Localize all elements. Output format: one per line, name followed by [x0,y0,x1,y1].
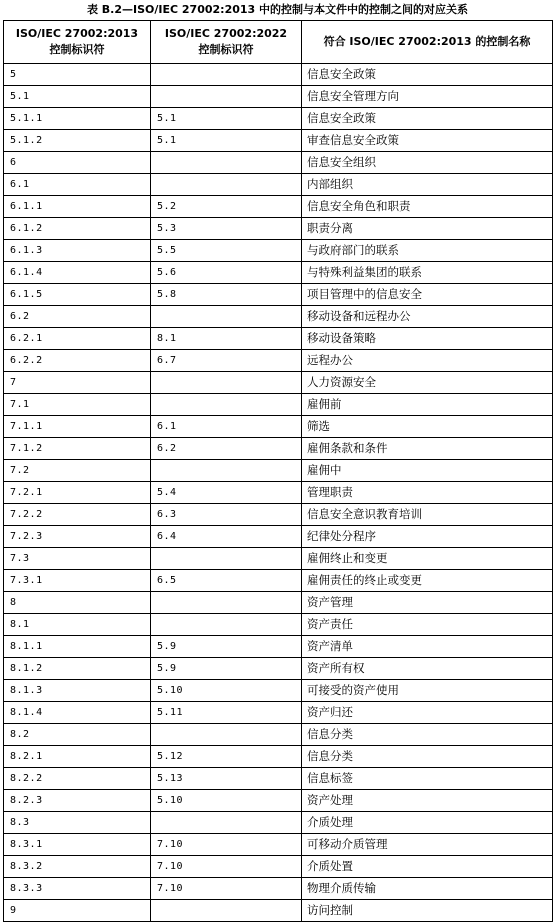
cell-iso2022-id [151,372,302,394]
cell-control-name: 资产管理 [302,592,553,614]
cell-iso2013-id: 8.2.3 [4,790,151,812]
table-row [4,570,553,592]
cell-iso2022-id: 6.7 [151,350,302,372]
cell-control-name: 信息安全政策 [302,64,553,86]
table-row [4,130,553,152]
cell-iso2022-id [151,812,302,834]
cell-iso2013-id: 5 [4,64,151,86]
table-row [4,350,553,372]
cell-iso2013-id: 8.1.2 [4,658,151,680]
cell-iso2022-id: 5.1 [151,108,302,130]
table-row [4,900,553,922]
cell-iso2013-id: 8 [4,592,151,614]
table-row [4,834,553,856]
table-row [4,306,553,328]
table-row [4,790,553,812]
cell-iso2013-id: 6.2.2 [4,350,151,372]
cell-control-name: 审查信息安全政策 [302,130,553,152]
cell-control-name: 物理介质传输 [302,878,553,900]
table-row [4,548,553,570]
table-row [4,438,553,460]
cell-control-name: 信息安全政策 [302,108,553,130]
cell-iso2013-id: 6.1.3 [4,240,151,262]
cell-iso2022-id [151,86,302,108]
cell-iso2022-id [151,724,302,746]
table-row [4,878,553,900]
cell-iso2013-id: 5.1.1 [4,108,151,130]
table-row [4,592,553,614]
cell-iso2022-id: 6.1 [151,416,302,438]
table-row [4,64,553,86]
cell-iso2022-id: 5.5 [151,240,302,262]
table-row [4,174,553,196]
cell-control-name: 资产归还 [302,702,553,724]
cell-iso2013-id: 8.2.2 [4,768,151,790]
table-row [4,394,553,416]
cell-iso2022-id: 7.10 [151,878,302,900]
header-iso2013-id [4,21,151,64]
table-row [4,108,553,130]
cell-iso2013-id: 7.2.3 [4,526,151,548]
table-header-row [4,21,553,64]
cell-control-name: 雇佣终止和变更 [302,548,553,570]
cell-iso2013-id: 6.1 [4,174,151,196]
cell-control-name: 介质处置 [302,856,553,878]
cell-control-name: 雇佣前 [302,394,553,416]
cell-iso2022-id: 7.10 [151,834,302,856]
table-row [4,196,553,218]
header-line: ISO/IEC 27002:2022 [164,27,288,40]
cell-control-name: 远程办公 [302,350,553,372]
table-row [4,812,553,834]
cell-control-name: 信息标签 [302,768,553,790]
cell-iso2022-id: 5.11 [151,702,302,724]
cell-control-name: 与特殊利益集团的联系 [302,262,553,284]
cell-control-name: 纪律处分程序 [302,526,553,548]
cell-iso2013-id: 7.2.2 [4,504,151,526]
cell-iso2022-id: 5.12 [151,746,302,768]
cell-iso2022-id: 5.13 [151,768,302,790]
table-row [4,328,553,350]
cell-iso2022-id: 5.4 [151,482,302,504]
cell-iso2013-id: 7.3.1 [4,570,151,592]
cell-iso2022-id: 5.9 [151,658,302,680]
cell-iso2013-id: 5.1.2 [4,130,151,152]
table-row [4,460,553,482]
table-caption: 表 B.2—ISO/IEC 27002:2013 中的控制与本文件中的控制之间的对应关系 [86,3,469,16]
cell-control-name: 雇佣责任的终止或变更 [302,570,553,592]
header-line: 控制标识符 [49,43,105,56]
table-row [4,768,553,790]
cell-iso2022-id: 7.10 [151,856,302,878]
cell-control-name: 雇佣条款和条件 [302,438,553,460]
header-line: 控制标识符 [198,43,254,56]
cell-control-name: 访问控制 [302,900,553,922]
cell-iso2022-id: 5.3 [151,218,302,240]
table-row [4,262,553,284]
cell-iso2013-id: 6.2.1 [4,328,151,350]
table-row [4,526,553,548]
cell-control-name: 雇佣中 [302,460,553,482]
cell-iso2022-id [151,548,302,570]
cell-iso2022-id [151,306,302,328]
cell-iso2022-id: 5.1 [151,130,302,152]
cell-iso2013-id: 7.2.1 [4,482,151,504]
cell-iso2022-id: 6.3 [151,504,302,526]
cell-iso2022-id [151,614,302,636]
cell-iso2013-id: 8.3 [4,812,151,834]
table-row [4,724,553,746]
cell-control-name: 资产清单 [302,636,553,658]
table-row [4,284,553,306]
table-row [4,218,553,240]
correspondence-table [3,20,553,922]
cell-iso2022-id: 5.8 [151,284,302,306]
cell-iso2013-id: 7.2 [4,460,151,482]
cell-iso2022-id [151,64,302,86]
cell-iso2013-id: 6.1.2 [4,218,151,240]
cell-iso2013-id: 9 [4,900,151,922]
cell-control-name: 介质处理 [302,812,553,834]
cell-control-name: 筛选 [302,416,553,438]
cell-control-name: 信息安全角色和职责 [302,196,553,218]
cell-control-name: 职责分离 [302,218,553,240]
cell-iso2013-id: 8.3.1 [4,834,151,856]
cell-iso2022-id [151,394,302,416]
table-row [4,680,553,702]
cell-iso2022-id: 5.10 [151,790,302,812]
table-row [4,856,553,878]
cell-iso2022-id [151,460,302,482]
table-row [4,482,553,504]
table-row [4,636,553,658]
cell-iso2013-id: 8.1.1 [4,636,151,658]
header-line: 符合 ISO/IEC 27002:2013 的控制名称 [323,35,531,48]
table-row [4,240,553,262]
cell-iso2013-id: 7.1.2 [4,438,151,460]
cell-iso2013-id: 8.2 [4,724,151,746]
cell-control-name: 与政府部门的联系 [302,240,553,262]
cell-iso2013-id: 6.1.4 [4,262,151,284]
cell-iso2013-id: 8.2.1 [4,746,151,768]
cell-control-name: 移动设备策略 [302,328,553,350]
cell-control-name: 管理职责 [302,482,553,504]
cell-iso2022-id: 5.2 [151,196,302,218]
cell-control-name: 信息安全意识教育培训 [302,504,553,526]
cell-control-name: 移动设备和远程办公 [302,306,553,328]
cell-iso2013-id: 7.1 [4,394,151,416]
cell-iso2022-id: 6.5 [151,570,302,592]
cell-control-name: 信息分类 [302,724,553,746]
table-row [4,416,553,438]
table-row [4,372,553,394]
table-row [4,614,553,636]
cell-iso2013-id: 6 [4,152,151,174]
cell-iso2022-id [151,152,302,174]
cell-iso2022-id: 5.9 [151,636,302,658]
cell-control-name: 人力资源安全 [302,372,553,394]
table-row [4,504,553,526]
table-row [4,152,553,174]
cell-control-name: 内部组织 [302,174,553,196]
cell-control-name: 资产所有权 [302,658,553,680]
cell-iso2013-id: 7 [4,372,151,394]
cell-control-name: 信息分类 [302,746,553,768]
header-control-name [302,21,553,64]
header-line: ISO/IEC 27002:2013 [15,27,139,40]
cell-iso2013-id: 6.2 [4,306,151,328]
cell-iso2013-id: 8.1.4 [4,702,151,724]
cell-iso2022-id [151,592,302,614]
cell-iso2013-id: 8.3.3 [4,878,151,900]
cell-iso2013-id: 8.1.3 [4,680,151,702]
table-row [4,702,553,724]
cell-iso2022-id [151,174,302,196]
cell-iso2022-id: 6.4 [151,526,302,548]
table-body [4,64,553,922]
cell-iso2013-id: 8.1 [4,614,151,636]
cell-control-name: 资产责任 [302,614,553,636]
cell-control-name: 可接受的资产使用 [302,680,553,702]
cell-control-name: 信息安全管理方向 [302,86,553,108]
table-row [4,86,553,108]
cell-iso2022-id: 5.10 [151,680,302,702]
cell-control-name: 信息安全组织 [302,152,553,174]
cell-iso2022-id: 5.6 [151,262,302,284]
cell-control-name: 可移动介质管理 [302,834,553,856]
cell-iso2022-id [151,900,302,922]
cell-iso2013-id: 6.1.1 [4,196,151,218]
cell-iso2022-id: 8.1 [151,328,302,350]
table-row [4,746,553,768]
cell-iso2013-id: 7.3 [4,548,151,570]
header-iso2022-id [151,21,302,64]
table-row [4,658,553,680]
cell-iso2022-id: 6.2 [151,438,302,460]
cell-iso2013-id: 7.1.1 [4,416,151,438]
cell-control-name: 资产处理 [302,790,553,812]
cell-iso2013-id: 6.1.5 [4,284,151,306]
cell-iso2013-id: 8.3.2 [4,856,151,878]
cell-iso2013-id: 5.1 [4,86,151,108]
cell-control-name: 项目管理中的信息安全 [302,284,553,306]
